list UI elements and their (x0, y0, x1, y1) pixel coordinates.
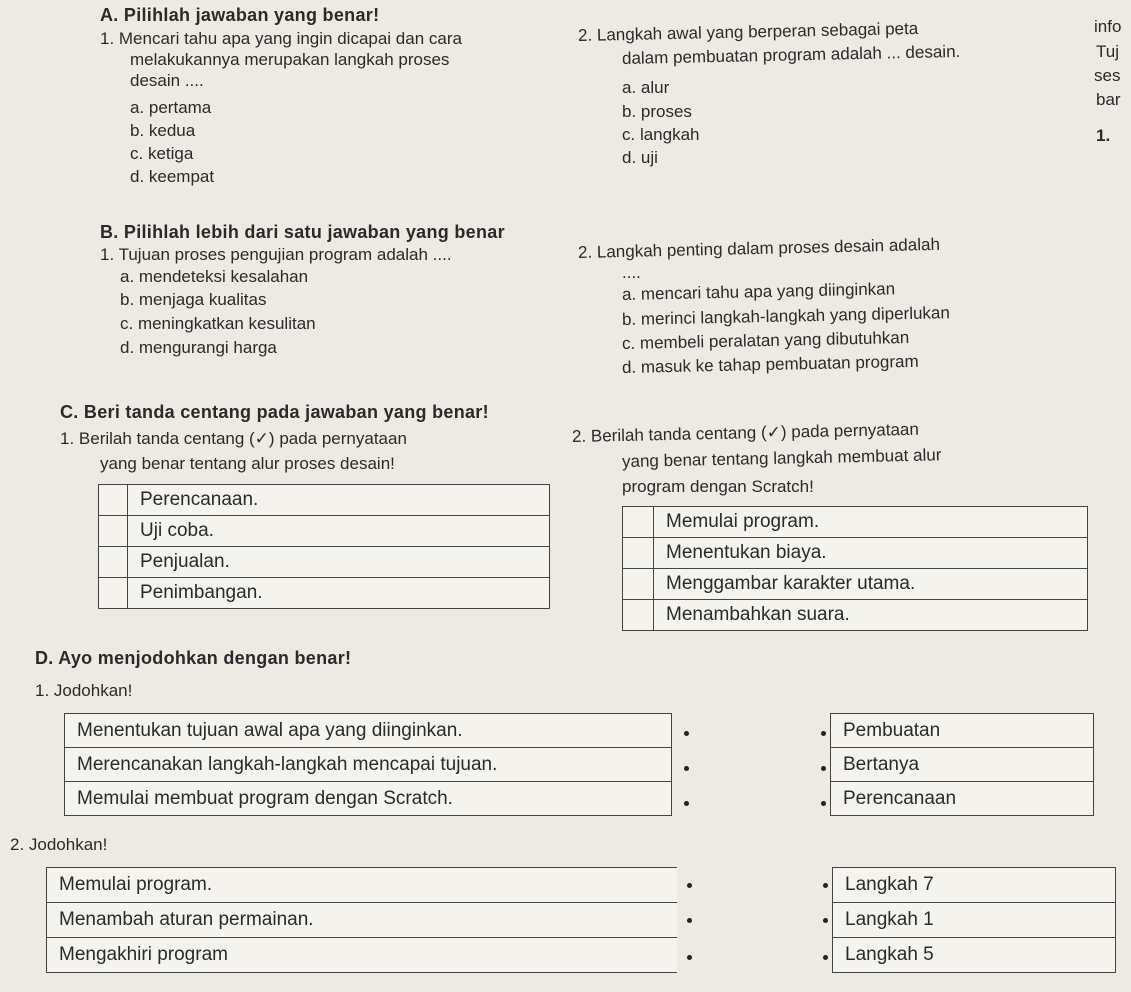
match-2-left-item[interactable]: Memulai program. (47, 868, 677, 903)
side-fragment-4: bar (1096, 90, 1121, 109)
checklist-item: Uji coba. (128, 516, 550, 547)
question-a1-line-3: desain .... (130, 71, 204, 90)
option-b1-a[interactable]: a. mendeteksi kesalahan (120, 267, 309, 286)
option-a2-c[interactable]: c. langkah (622, 125, 700, 144)
match-2-right-item[interactable]: Langkah 7 (833, 868, 1115, 903)
match-dot[interactable] (684, 801, 689, 806)
match-1-right-item[interactable]: Perencanaan (843, 788, 957, 809)
question-c1-line-1: 1. Berilah tanda centang (✓) pada pernyataan (60, 429, 407, 448)
option-a1-b[interactable]: b. kedua (130, 121, 196, 140)
question-c2-line-3: program dengan Scratch! (622, 477, 814, 496)
match-2-right-box (832, 867, 1116, 973)
checkbox[interactable] (623, 569, 654, 600)
side-fragment-2: Tuj (1096, 42, 1119, 61)
checklist-item: Penimbangan. (128, 578, 550, 609)
checklist-c1 (98, 484, 550, 609)
side-fragment-5: 1. (1096, 126, 1111, 145)
question-b2-line-1: 2. Langkah penting dalam proses desain adalah (577, 234, 941, 262)
option-a1-c[interactable]: c. ketiga (130, 144, 194, 163)
checkbox[interactable] (623, 600, 654, 631)
checklist-row[interactable] (623, 600, 1088, 631)
checkbox[interactable] (623, 507, 654, 538)
match-dot[interactable] (684, 731, 689, 736)
match-1-right-box (830, 713, 1094, 816)
checkbox[interactable] (99, 547, 128, 578)
question-b1-line: 1. Tujuan proses pengujian program adalah .... (100, 245, 452, 264)
match-dot[interactable] (684, 766, 689, 771)
option-a1-d[interactable]: d. keempat (130, 167, 215, 186)
checklist-item: Menambahkan suara. (654, 600, 1088, 631)
option-b2-c[interactable]: c. membeli peralatan yang dibutuhkan (621, 327, 910, 353)
checklist-row[interactable] (99, 485, 550, 516)
checkbox[interactable] (623, 538, 654, 569)
checklist-row[interactable] (623, 569, 1088, 600)
section-d-heading: D. Ayo menjodohkan dengan benar! (35, 648, 352, 668)
match-dot[interactable] (821, 766, 826, 771)
question-c2-line-2: yang benar tentang langkah membuat alur (621, 445, 942, 471)
option-a2-a[interactable]: a. alur (622, 78, 670, 97)
match-dot[interactable] (823, 955, 828, 960)
checkbox[interactable] (99, 485, 128, 516)
match-dot[interactable] (823, 883, 828, 888)
match-dot[interactable] (823, 918, 828, 923)
match-1-left-box (64, 713, 672, 816)
match-2-right-item[interactable]: Langkah 5 (845, 944, 934, 965)
option-a2-d[interactable]: d. uji (622, 148, 658, 167)
checklist-item: Menggambar karakter utama. (654, 569, 1088, 600)
checkbox[interactable] (99, 516, 128, 547)
option-a2-b[interactable]: b. proses (622, 102, 692, 121)
option-b1-b[interactable]: b. menjaga kualitas (120, 290, 267, 309)
checklist-item: Menentukan biaya. (654, 538, 1088, 569)
section-c-heading: C. Beri tanda centang pada jawaban yang benar! (60, 402, 489, 422)
question-a1-line-1: 1. Mencari tahu apa yang ingin dicapai dan cara (100, 29, 462, 48)
match-2-left-box (46, 867, 677, 973)
question-a1-line-2: melakukannya merupakan langkah proses (130, 50, 450, 69)
match-dot[interactable] (687, 883, 692, 888)
section-b-heading: B. Pilihlah lebih dari satu jawaban yang benar (100, 222, 505, 242)
option-a1-a[interactable]: a. pertama (130, 98, 212, 117)
option-b1-c[interactable]: c. meningkatkan kesulitan (120, 314, 316, 333)
match-1-right-item[interactable]: Pembuatan (831, 714, 1093, 748)
match-1-right-item[interactable]: Bertanya (831, 748, 1093, 782)
side-fragment-3: ses (1094, 66, 1121, 85)
checklist-row[interactable] (99, 516, 550, 547)
match-2-label: 2. Jodohkan! (10, 835, 108, 854)
checklist-row[interactable] (99, 547, 550, 578)
question-c1-line-2: yang benar tentang alur proses desain! (100, 454, 395, 473)
match-1-left-item[interactable]: Memulai membuat program dengan Scratch. (77, 788, 453, 809)
question-b2-line-2: .... (622, 263, 641, 282)
match-1-label: 1. Jodohkan! (35, 681, 133, 700)
option-b1-d[interactable]: d. mengurangi harga (120, 338, 277, 357)
checklist-item: Penjualan. (128, 547, 550, 578)
match-2-left-item[interactable]: Menambah aturan permainan. (47, 903, 677, 938)
checklist-row[interactable] (623, 538, 1088, 569)
section-a-heading: A. Pilihlah jawaban yang benar! (100, 5, 380, 25)
match-1-left-item[interactable]: Menentukan tujuan awal apa yang diinginkan. (65, 714, 671, 748)
checkbox[interactable] (99, 578, 128, 609)
option-b2-a[interactable]: a. mencari tahu apa yang diinginkan (621, 279, 896, 304)
match-2-left-item[interactable]: Mengakhiri program (59, 944, 228, 965)
match-1-left-item[interactable]: Merencanakan langkah-langkah mencapai tujuan. (65, 748, 671, 782)
question-a2-line-2: dalam pembuatan program adalah ... desain. (621, 41, 961, 68)
match-2-right-item[interactable]: Langkah 1 (833, 903, 1115, 938)
match-dot[interactable] (687, 955, 692, 960)
match-dot[interactable] (687, 918, 692, 923)
match-dot[interactable] (821, 731, 826, 736)
checklist-row[interactable] (623, 507, 1088, 538)
match-dot[interactable] (821, 801, 826, 806)
side-fragment-1: info (1094, 17, 1122, 36)
checklist-row[interactable] (99, 578, 550, 609)
option-b2-d[interactable]: d. masuk ke tahap pembuatan program (621, 351, 919, 377)
checklist-c2 (622, 506, 1088, 631)
question-a2-line-1: 2. Langkah awal yang berperan sebagai peta (577, 18, 919, 45)
question-c2-line-1: 2. Berilah tanda centang (✓) pada pernyataan (571, 419, 920, 446)
checklist-item: Memulai program. (654, 507, 1088, 538)
option-b2-b[interactable]: b. merinci langkah-langkah yang diperlukan (621, 303, 951, 329)
checklist-item: Perencanaan. (128, 485, 550, 516)
